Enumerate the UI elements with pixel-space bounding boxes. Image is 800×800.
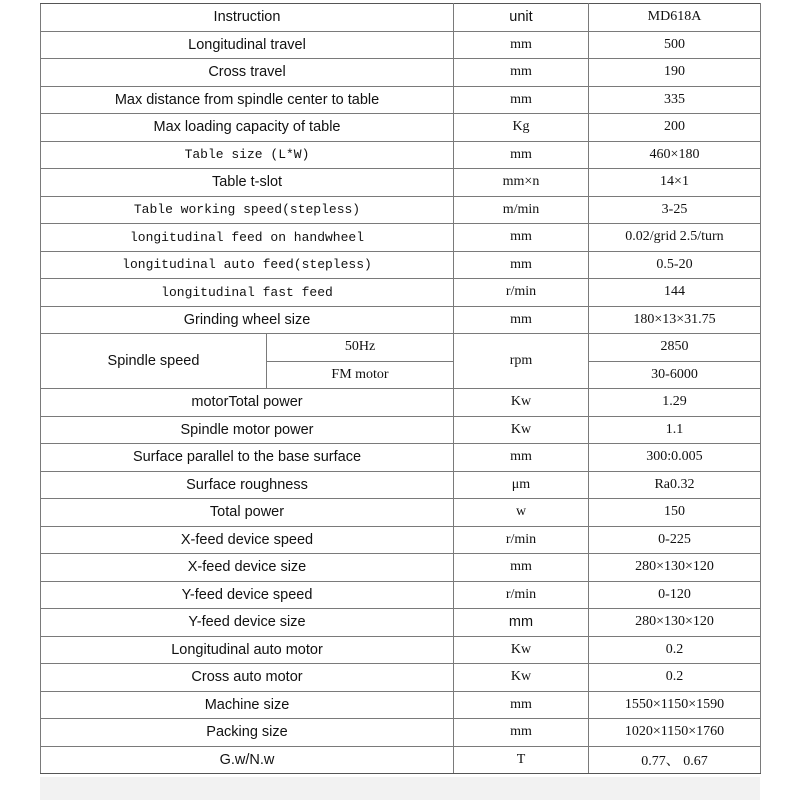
table-row: [41, 554, 761, 582]
table-row: [41, 444, 761, 472]
table-row: [41, 691, 761, 719]
table-row: [41, 609, 761, 637]
spindle-row: [41, 334, 761, 362]
row-name: Cross auto motor: [41, 664, 454, 692]
row-unit: Kw: [454, 389, 589, 417]
table-row: [41, 389, 761, 417]
row-unit: μm: [454, 471, 589, 499]
row-value: 3-25: [589, 196, 761, 224]
row-value: 150: [589, 499, 761, 527]
header-instruction: Instruction: [41, 4, 454, 32]
spindle-unit: rpm: [454, 334, 589, 389]
table-row: [41, 526, 761, 554]
row-unit: mm: [454, 251, 589, 279]
row-name: Table t-slot: [41, 169, 454, 197]
row-name: Total power: [41, 499, 454, 527]
row-unit: mm: [454, 224, 589, 252]
row-unit: r/min: [454, 279, 589, 307]
row-value: 1550×1150×1590: [589, 691, 761, 719]
header-unit: unit: [454, 4, 589, 32]
table-row: [41, 31, 761, 59]
table-row: [41, 636, 761, 664]
row-value: 190: [589, 59, 761, 87]
row-value: 14×1: [589, 169, 761, 197]
row-value: 500: [589, 31, 761, 59]
row-name: longitudinal feed on handwheel: [41, 224, 454, 252]
table-row: [41, 306, 761, 334]
row-name: Machine size: [41, 691, 454, 719]
row-value: 1.1: [589, 416, 761, 444]
row-value: 0.2: [589, 636, 761, 664]
row-value: 280×130×120: [589, 609, 761, 637]
spindle-sub-value: 30-6000: [589, 361, 761, 389]
row-name: Grinding wheel size: [41, 306, 454, 334]
row-unit: mm: [454, 691, 589, 719]
row-name: motorTotal power: [41, 389, 454, 417]
row-value: 144: [589, 279, 761, 307]
table-row: [41, 416, 761, 444]
row-name: longitudinal auto feed(stepless): [41, 251, 454, 279]
row-value: 0-225: [589, 526, 761, 554]
bottom-strip: [40, 777, 760, 800]
row-name: X-feed device size: [41, 554, 454, 582]
row-value: 1.29: [589, 389, 761, 417]
row-name: G.w/N.w: [41, 746, 454, 774]
row-unit: mm: [454, 444, 589, 472]
row-name: Spindle motor power: [41, 416, 454, 444]
row-name: Surface roughness: [41, 471, 454, 499]
table-row: [41, 59, 761, 87]
row-name: Cross travel: [41, 59, 454, 87]
table-row: [41, 471, 761, 499]
table-row: [41, 664, 761, 692]
row-value: 0.2: [589, 664, 761, 692]
row-unit: mm: [454, 719, 589, 747]
table-row: [41, 251, 761, 279]
row-value: 0.77、 0.67: [589, 746, 761, 774]
row-value: 280×130×120: [589, 554, 761, 582]
table-row: [41, 719, 761, 747]
table-row: [41, 224, 761, 252]
row-name: longitudinal fast feed: [41, 279, 454, 307]
row-value: 1020×1150×1760: [589, 719, 761, 747]
row-unit: mm: [454, 609, 589, 637]
row-name: X-feed device speed: [41, 526, 454, 554]
table-row: [41, 86, 761, 114]
row-value: 335: [589, 86, 761, 114]
row-unit: Kw: [454, 636, 589, 664]
table-row: [41, 279, 761, 307]
row-unit: mm×n: [454, 169, 589, 197]
row-unit: T: [454, 746, 589, 774]
row-name: Y-feed device size: [41, 609, 454, 637]
row-value: 0-120: [589, 581, 761, 609]
header-model: MD618A: [589, 4, 761, 32]
row-name: Packing size: [41, 719, 454, 747]
row-name: Surface parallel to the base surface: [41, 444, 454, 472]
spec-table: [40, 3, 761, 774]
row-unit: m/min: [454, 196, 589, 224]
spindle-speed-label: Spindle speed: [41, 334, 267, 389]
row-unit: Kg: [454, 114, 589, 142]
table-row: [41, 169, 761, 197]
spindle-sub-label: FM motor: [267, 361, 454, 389]
row-name: Table working speed(stepless): [41, 196, 454, 224]
table-row: [41, 141, 761, 169]
table-header-row: [41, 4, 761, 32]
row-unit: mm: [454, 31, 589, 59]
row-name: Table size (L*W): [41, 141, 454, 169]
table-row: [41, 746, 761, 774]
table-row: [41, 114, 761, 142]
table-row: [41, 196, 761, 224]
row-value: 460×180: [589, 141, 761, 169]
row-unit: mm: [454, 554, 589, 582]
row-name: Longitudinal auto motor: [41, 636, 454, 664]
row-unit: Kw: [454, 664, 589, 692]
row-unit: mm: [454, 141, 589, 169]
table-row: [41, 581, 761, 609]
row-value: 0.5-20: [589, 251, 761, 279]
row-unit: r/min: [454, 581, 589, 609]
row-unit: Kw: [454, 416, 589, 444]
spindle-sub-label: 50Hz: [267, 334, 454, 362]
row-value: 300:0.005: [589, 444, 761, 472]
row-value: 200: [589, 114, 761, 142]
row-unit: w: [454, 499, 589, 527]
row-name: Longitudinal travel: [41, 31, 454, 59]
row-unit: mm: [454, 86, 589, 114]
row-unit: r/min: [454, 526, 589, 554]
row-name: Max distance from spindle center to table: [41, 86, 454, 114]
row-value: Ra0.32: [589, 471, 761, 499]
row-unit: mm: [454, 306, 589, 334]
spindle-sub-value: 2850: [589, 334, 761, 362]
row-unit: mm: [454, 59, 589, 87]
table-row: [41, 499, 761, 527]
row-value: 0.02/grid 2.5/turn: [589, 224, 761, 252]
row-name: Max loading capacity of table: [41, 114, 454, 142]
row-name: Y-feed device speed: [41, 581, 454, 609]
row-value: 180×13×31.75: [589, 306, 761, 334]
